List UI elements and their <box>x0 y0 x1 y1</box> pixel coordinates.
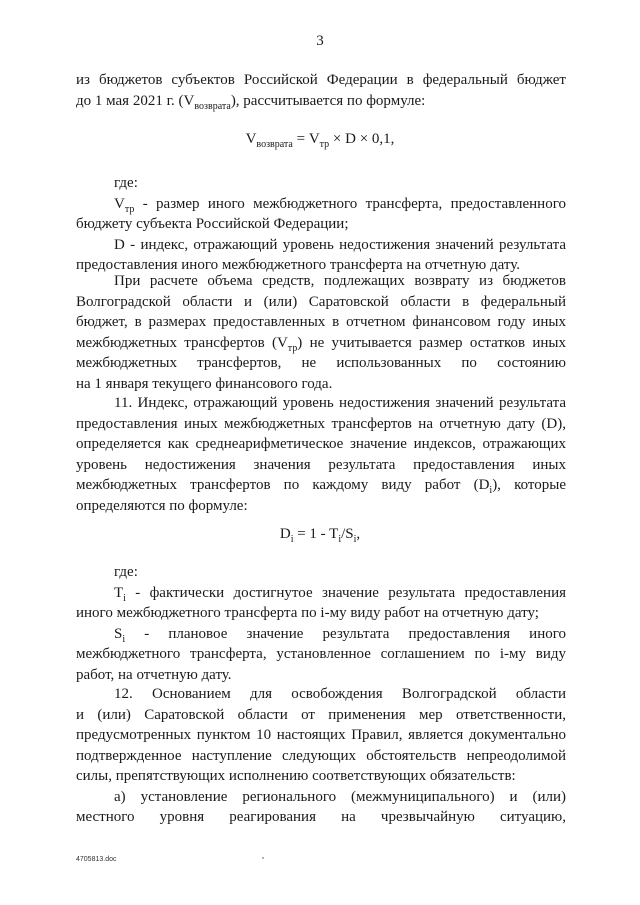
paragraph-12 <box>76 684 566 828</box>
p12-line-2: и (или) Саратовской области от применения мер ответственности, <box>76 706 566 723</box>
ti-def-post: - фактически достигнутое значение результата предоставления <box>125 584 566 601</box>
si-def-line-3: работ, на отчетную дату. <box>76 666 232 683</box>
p11-line-5 <box>76 475 566 496</box>
vtr-def-line-1 <box>76 194 566 215</box>
p12-line-4: подтвержденное наступление следующих обстоятельств непреодолимой <box>76 747 566 764</box>
definitions-1 <box>76 173 566 276</box>
formula1-rest: × D × 0,1, <box>329 131 395 147</box>
ti-def-line-1 <box>76 583 566 604</box>
ti-def-line-2: иного межбюджетного трансферта по i-му виду работ на отчетную дату; <box>76 605 539 621</box>
vtr-def-sub: тр <box>124 203 135 215</box>
calc-line-4-sub: тр <box>287 342 298 354</box>
item-a-line-2: местного уровня реагирования на чрезвычайную ситуацию, <box>76 809 566 825</box>
where-label-2: где: <box>114 564 138 580</box>
p12-line-3: предусмотренных пунктом 10 настоящих Правил, является документально <box>76 727 566 743</box>
formula2-mid: = 1 - T <box>293 526 339 542</box>
calc-line-3: бюджет, в размерах предоставленных в отчетном финансовом году иных <box>76 314 566 330</box>
formula2-s-sub: i <box>353 534 357 545</box>
calc-line-4-pre: межбюджетных трансфертов (V <box>76 334 288 351</box>
where-label-1: где: <box>114 175 138 191</box>
scan-speck <box>262 857 264 859</box>
formula2-end: , <box>356 526 361 542</box>
si-def-pre: S <box>114 625 123 642</box>
p12-line-1: 12. Основанием для освобождения Волгоградской области <box>114 686 566 702</box>
intro-line-2 <box>76 91 566 112</box>
definitions-2 <box>76 562 566 685</box>
formula2-slash: /S <box>341 526 354 542</box>
p11-line-3: определяется как среднеарифметическое значение индексов, отражающих <box>76 436 566 452</box>
p11-line-1: 11. Индекс, отражающий уровень недостижения значений результата <box>114 395 566 411</box>
formula-index <box>0 526 640 543</box>
item-a-line-1: а) установление регионального (межмуниципального) и (или) <box>114 788 566 805</box>
formula2-d: D <box>279 526 291 542</box>
intro-paragraph <box>76 70 566 111</box>
calc-line-4-post: ) не учитывается размер остатков иных <box>297 334 566 351</box>
calc-line-2: Волгоградской области и (или) Саратовской области в федеральный <box>76 293 566 310</box>
vtr-def-post: - размер иного межбюджетного трансферта, предоставленного <box>134 195 566 212</box>
calc-line-5: межбюджетных трансфертов, не использованных по состоянию <box>76 355 566 371</box>
p11-line-5-sub: i <box>489 485 493 496</box>
vtr-def-pre: V <box>114 195 125 212</box>
si-def-line-2: межбюджетного трансферта, установленное соглашением по i-му виду <box>76 646 566 662</box>
p11-line-2: предоставления иных межбюджетных трансфертов на отчетную дату (D), <box>76 415 566 432</box>
calc-paragraph <box>76 271 566 394</box>
p11-line-5-pre: межбюджетных трансфертов по каждому виду работ (D <box>76 477 490 493</box>
calc-line-1: При расчете объема средств, подлежащих возврату из бюджетов <box>114 273 566 289</box>
formula2-d-sub: i <box>290 534 294 545</box>
p11-line-6: определяются по формуле: <box>76 497 248 514</box>
formula1-v: V <box>245 131 257 147</box>
intro-line-2-sub: возврата <box>194 100 231 112</box>
si-def-sub: i <box>122 633 126 645</box>
p11-line-5-post: ), которые <box>492 477 566 493</box>
d-def-line-2: предоставления иного межбюджетного трансферта на отчетную дату. <box>76 257 520 273</box>
formula1-eq: = V <box>292 131 320 147</box>
intro-line-2-post: ), рассчитывается по формуле: <box>230 92 426 109</box>
page-number: 3 <box>316 33 324 49</box>
formula2-t-sub: i <box>338 534 342 545</box>
calc-line-6: на 1 января текущего финансового года. <box>76 375 333 392</box>
si-def-post: - плановое значение результата предоставления иного <box>125 625 566 642</box>
intro-line-1: из бюджетов субъектов Российской Федерации в федеральный бюджет <box>76 72 566 88</box>
formula-return <box>0 131 640 148</box>
ti-def-pre: T <box>114 584 124 601</box>
formula1-v-sub: возврата <box>256 139 293 150</box>
d-def-line-1: D - индекс, отражающий уровень недостижения значений результата <box>114 236 566 253</box>
formula1-tr-sub: тр <box>319 139 330 150</box>
calc-line-4 <box>76 333 566 354</box>
p12-line-5: силы, препятствующих исполнению соответствующих обязательств: <box>76 768 516 784</box>
intro-line-2-pre: до 1 мая 2021 г. (V <box>76 92 195 109</box>
ti-def-sub: i <box>123 592 126 604</box>
si-def-line-1 <box>76 624 566 645</box>
footer-filename: 4705813.doc <box>76 856 117 863</box>
p11-line-4: уровень недостижения значения результата предоставления иных <box>76 456 566 473</box>
paragraph-11 <box>76 393 566 516</box>
vtr-def-line-2: бюджету субъекта Российской Федерации; <box>76 216 349 232</box>
